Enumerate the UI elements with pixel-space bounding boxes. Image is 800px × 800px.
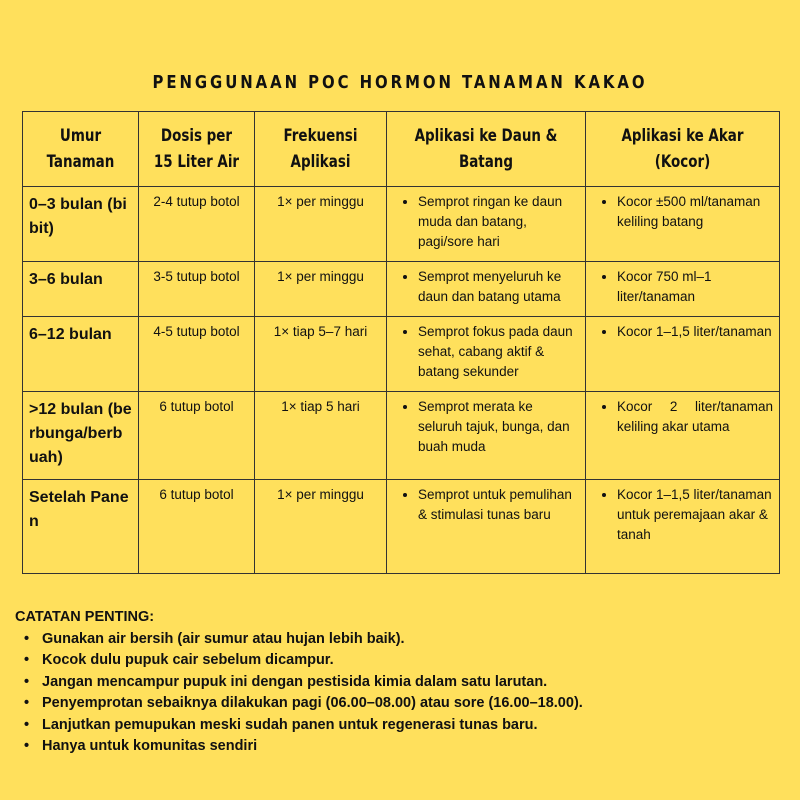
- list-item: • Hanya untuk komunitas sendiri: [37, 736, 795, 758]
- notes-heading: CATATAN PENTING:: [15, 609, 155, 625]
- table-row: [23, 317, 780, 392]
- header-root-application: Aplikasi ke Akar (Kocor): [586, 112, 780, 187]
- cell-age: 6–12 bulan: [23, 317, 139, 392]
- cell-frequency: 1× per minggu: [255, 480, 387, 574]
- cell-leaf: • Semprot ringan ke daun muda dan batang, pagi/sore hari: [387, 187, 586, 262]
- cell-age: 3–6 bulan: [23, 262, 139, 317]
- cell-age: >12 bulan (berbunga/berbuah): [23, 392, 139, 480]
- cell-dose: 6 tutup botol: [139, 480, 255, 574]
- cell-age: Setelah Panen: [23, 480, 139, 574]
- cell-age: 0–3 bulan (bibit): [23, 187, 139, 262]
- header-leaf-application: Aplikasi ke Daun & Batang: [387, 112, 586, 187]
- list-item: • Kocok dulu pupuk cair sebelum dicampur.: [37, 650, 795, 672]
- table-row: [23, 392, 780, 480]
- table-header-row: [23, 112, 780, 187]
- cell-root: • Kocor ±500 ml/tanaman keliling batang: [586, 187, 780, 262]
- cell-leaf: • Semprot merata ke seluruh tajuk, bunga, dan buah muda: [387, 392, 586, 480]
- table-row: [23, 187, 780, 262]
- cell-frequency: 1× per minggu: [255, 187, 387, 262]
- cell-root: • Kocor 1–1,5 liter/tanaman untuk peremajaan akar & tanah: [586, 480, 780, 574]
- cell-root: • Kocor 2 liter/tanaman keliling akar utama: [586, 392, 780, 480]
- cell-dose: 4-5 tutup botol: [139, 317, 255, 392]
- cell-dose: 3-5 tutup botol: [139, 262, 255, 317]
- cell-frequency: 1× tiap 5–7 hari: [255, 317, 387, 392]
- cell-leaf: • Semprot menyeluruh ke daun dan batang utama: [387, 262, 586, 317]
- cell-dose: 6 tutup botol: [139, 392, 255, 480]
- header-age: Umur Tanaman: [23, 112, 139, 187]
- header-dose: Dosis per 15 Liter Air: [139, 112, 255, 187]
- cell-leaf: • Semprot untuk pemulihan & stimulasi tunas baru: [387, 480, 586, 574]
- list-item: • Penyemprotan sebaiknya dilakukan pagi (06.00–08.00) atau sore (16.00–18.00).: [37, 693, 795, 715]
- usage-table: [22, 111, 780, 574]
- cell-frequency: 1× per minggu: [255, 262, 387, 317]
- notes-list: [15, 629, 795, 758]
- header-frequency: Frekuensi Aplikasi: [255, 112, 387, 187]
- table-row: [23, 480, 780, 574]
- cell-dose: 2-4 tutup botol: [139, 187, 255, 262]
- list-item: • Lanjutkan pemupukan meski sudah panen untuk regenerasi tunas baru.: [37, 715, 795, 737]
- page-title: PENGGUNAAN POC HORMON TANAMAN KAKAO: [152, 72, 648, 93]
- cell-leaf: • Semprot fokus pada daun sehat, cabang aktif & batang sekunder: [387, 317, 586, 392]
- list-item: • Gunakan air bersih (air sumur atau hujan lebih baik).: [37, 629, 795, 651]
- cell-root: • Kocor 1–1,5 liter/tanaman: [586, 317, 780, 392]
- notes-section: [15, 607, 795, 758]
- list-item: • Jangan mencampur pupuk ini dengan pestisida kimia dalam satu larutan.: [37, 672, 795, 694]
- cell-frequency: 1× tiap 5 hari: [255, 392, 387, 480]
- cell-root: • Kocor 750 ml–1 liter/tanaman: [586, 262, 780, 317]
- table-row: [23, 262, 780, 317]
